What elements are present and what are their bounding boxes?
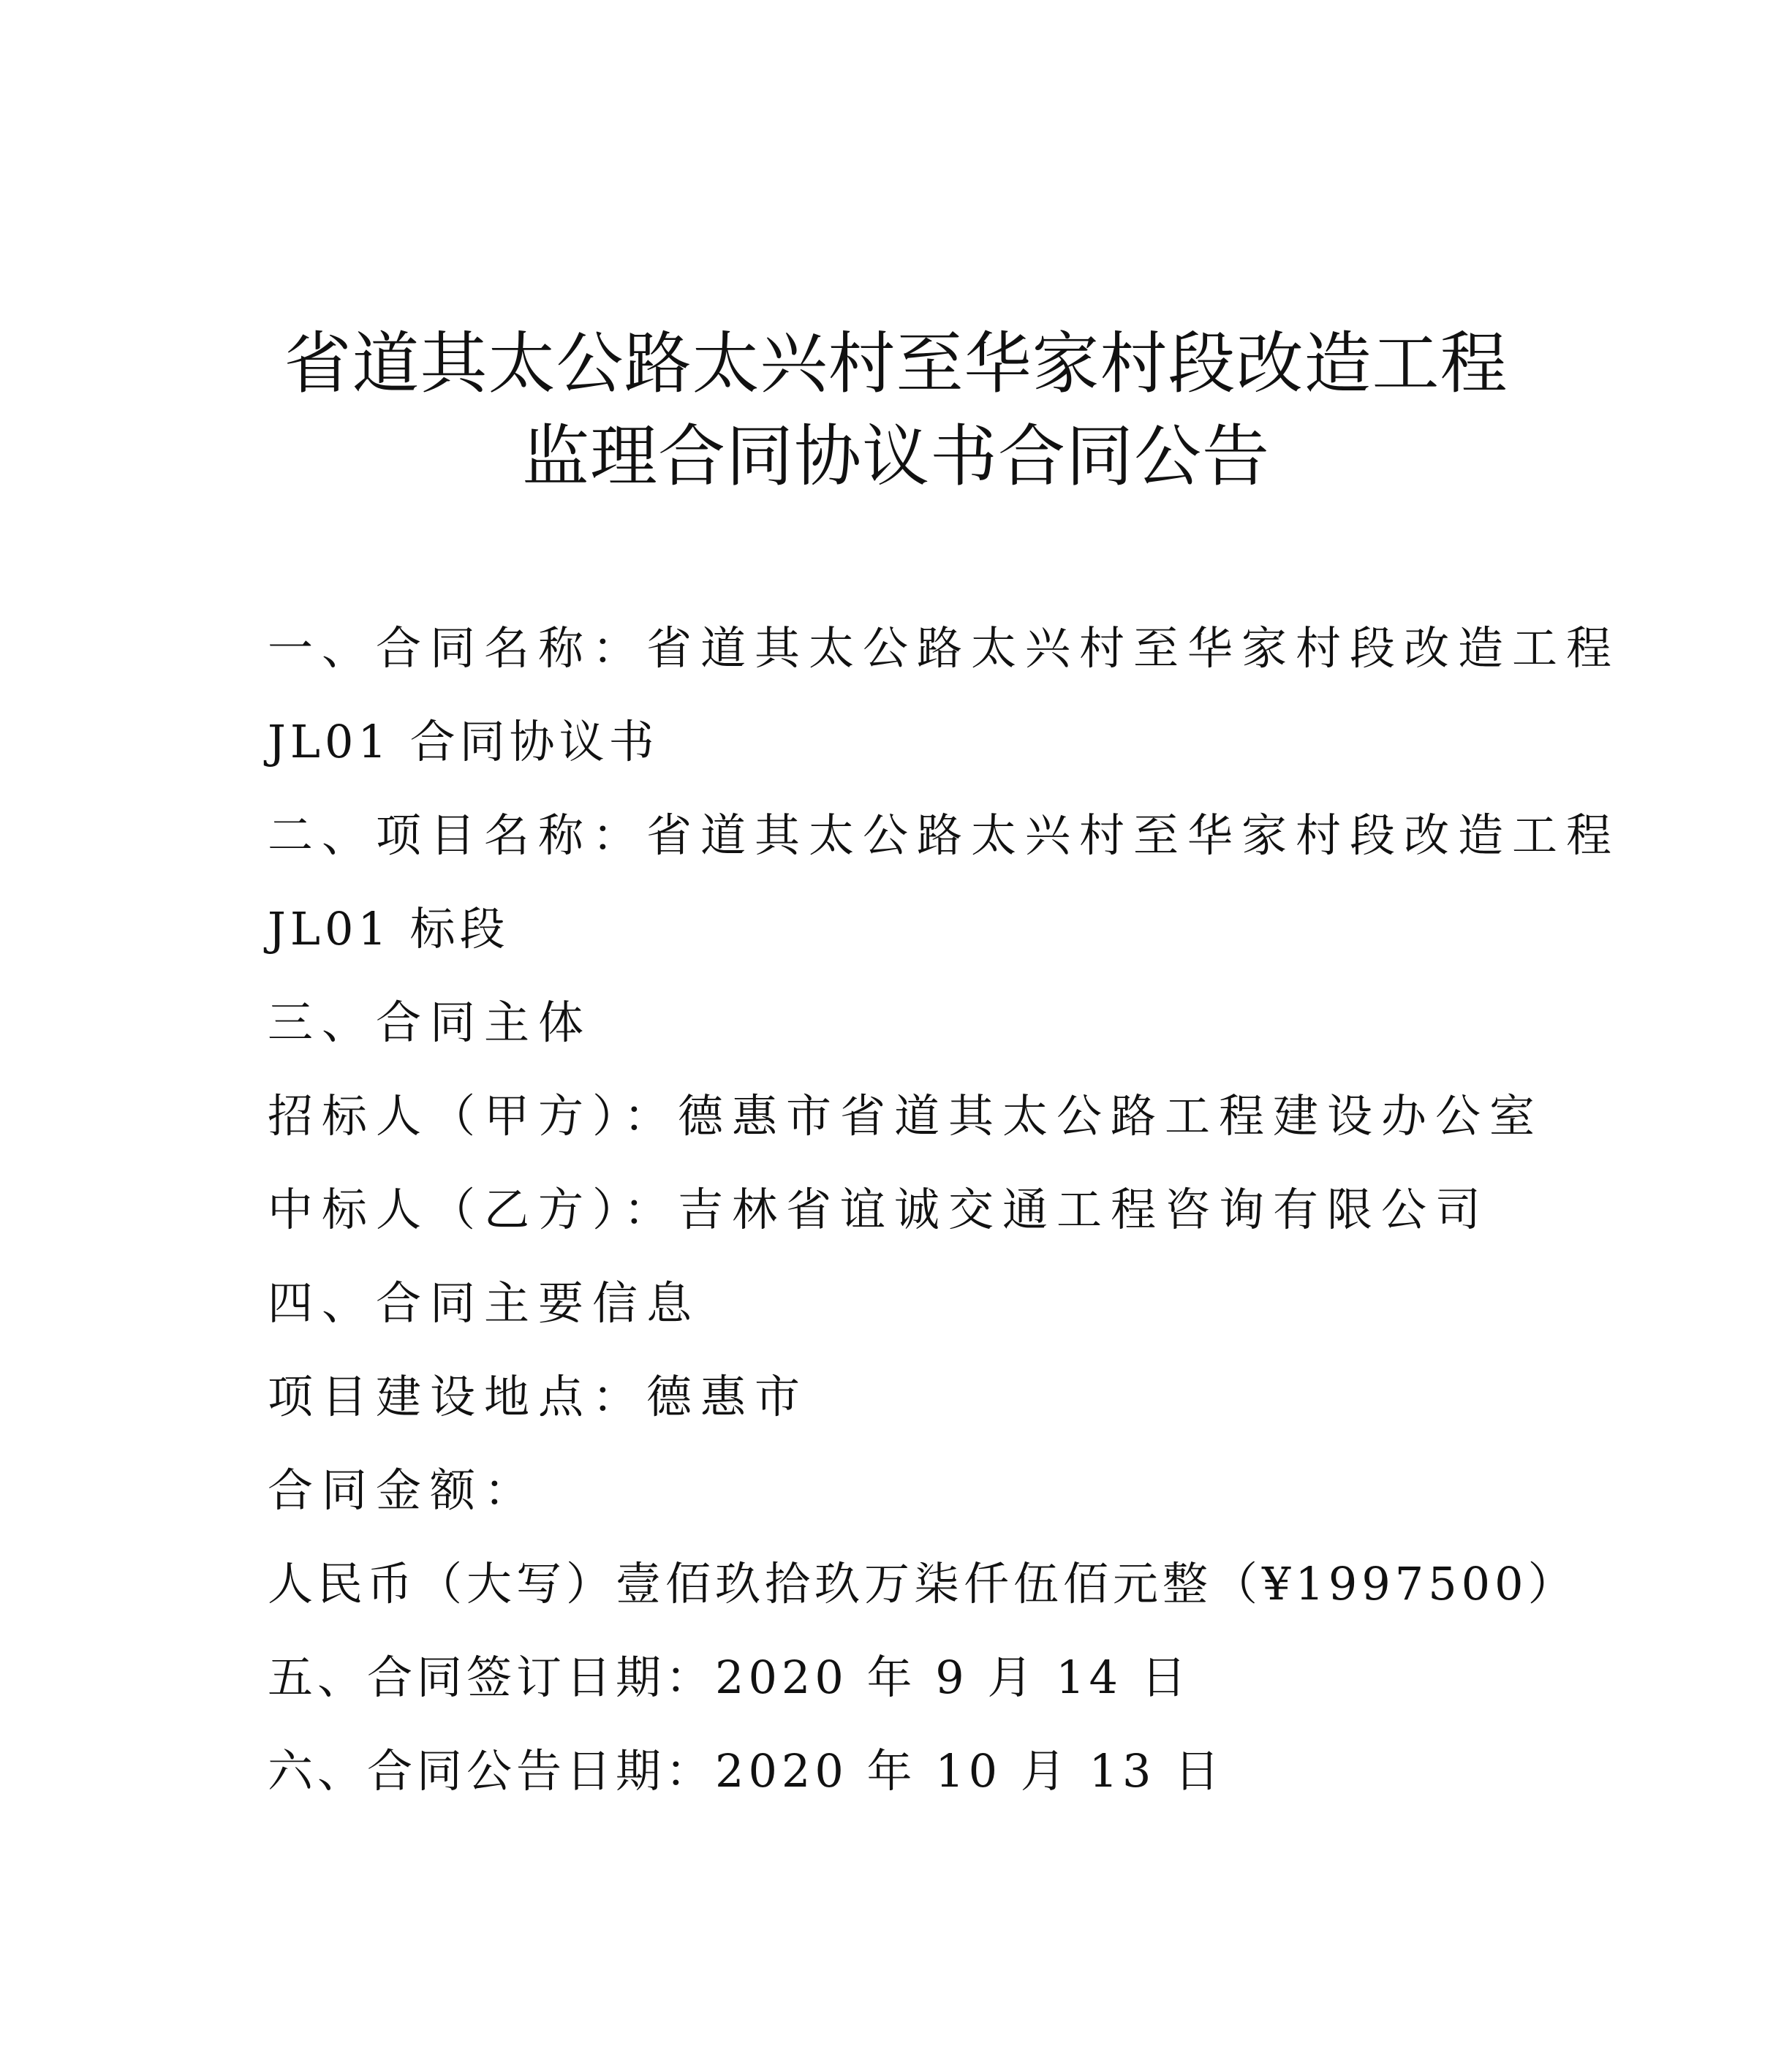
contract-parties-heading: 三、合同主体 — [268, 996, 593, 1049]
contract-name-continuation: JL01 合同协议书 — [268, 715, 659, 768]
contract-amount-label: 合同金额： — [268, 1463, 539, 1517]
tendering-party-line: 招标人（甲方）：德惠市省道其太公路工程建设办公室 — [268, 1089, 1544, 1143]
project-location-line: 项目建设地点：德惠市 — [268, 1370, 809, 1423]
announcement-date-line: 六、合同公告日期：2020 年 10 月 13 日 — [268, 1744, 1225, 1798]
document-title-line-1: 省道其太公路太兴村至华家村段改造工程 — [284, 325, 1508, 403]
contract-amount-value: 人民币（大写）壹佰玖拾玖万柒仟伍佰元整（¥1997500） — [268, 1557, 1578, 1610]
project-name-continuation: JL01 标段 — [268, 902, 510, 955]
main-info-heading: 四、合同主要信息 — [268, 1276, 701, 1330]
signing-date-line: 五、合同签订日期：2020 年 9 月 14 日 — [268, 1651, 1191, 1704]
contract-name-line: 一、合同名称：省道其太公路太兴村至华家村段改造工程 — [268, 621, 1621, 675]
document-title-line-2: 监理合同协议书合同公告 — [521, 417, 1270, 496]
project-name-line: 二、项目名称：省道其太公路太兴村至华家村段改造工程 — [268, 809, 1621, 862]
winning-bidder-line: 中标人（乙方）：吉林省谊诚交通工程咨询有限公司 — [268, 1183, 1490, 1236]
